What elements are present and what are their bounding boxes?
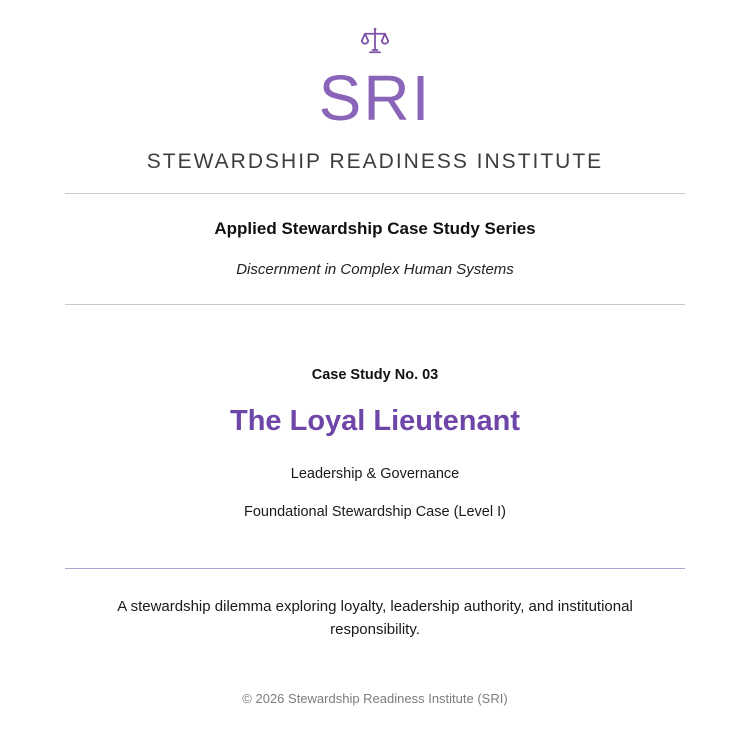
case-study-level: Foundational Stewardship Case (Level I) <box>244 504 506 520</box>
copyright-notice: © 2026 Stewardship Readiness Institute (SRI) <box>242 691 508 706</box>
case-study-category: Leadership & Governance <box>290 466 460 482</box>
scales-of-justice-icon <box>360 26 390 56</box>
brand-abbreviation: SRI <box>318 62 432 134</box>
brand-name: STEWARDSHIP READINESS INSTITUTE <box>146 150 604 173</box>
divider-accent <box>65 568 685 569</box>
case-study-number: Case Study No. 03 <box>311 367 439 383</box>
series-subtitle: Discernment in Complex Human Systems <box>236 261 514 278</box>
case-study-summary: A stewardship dilemma exploring loyalty, leadership authority, and institutional responsibility. <box>117 598 633 639</box>
divider-top <box>65 193 685 194</box>
series-title: Applied Stewardship Case Study Series <box>214 219 536 238</box>
divider-middle <box>65 304 685 305</box>
case-study-title: The Loyal Lieutenant <box>229 405 521 437</box>
